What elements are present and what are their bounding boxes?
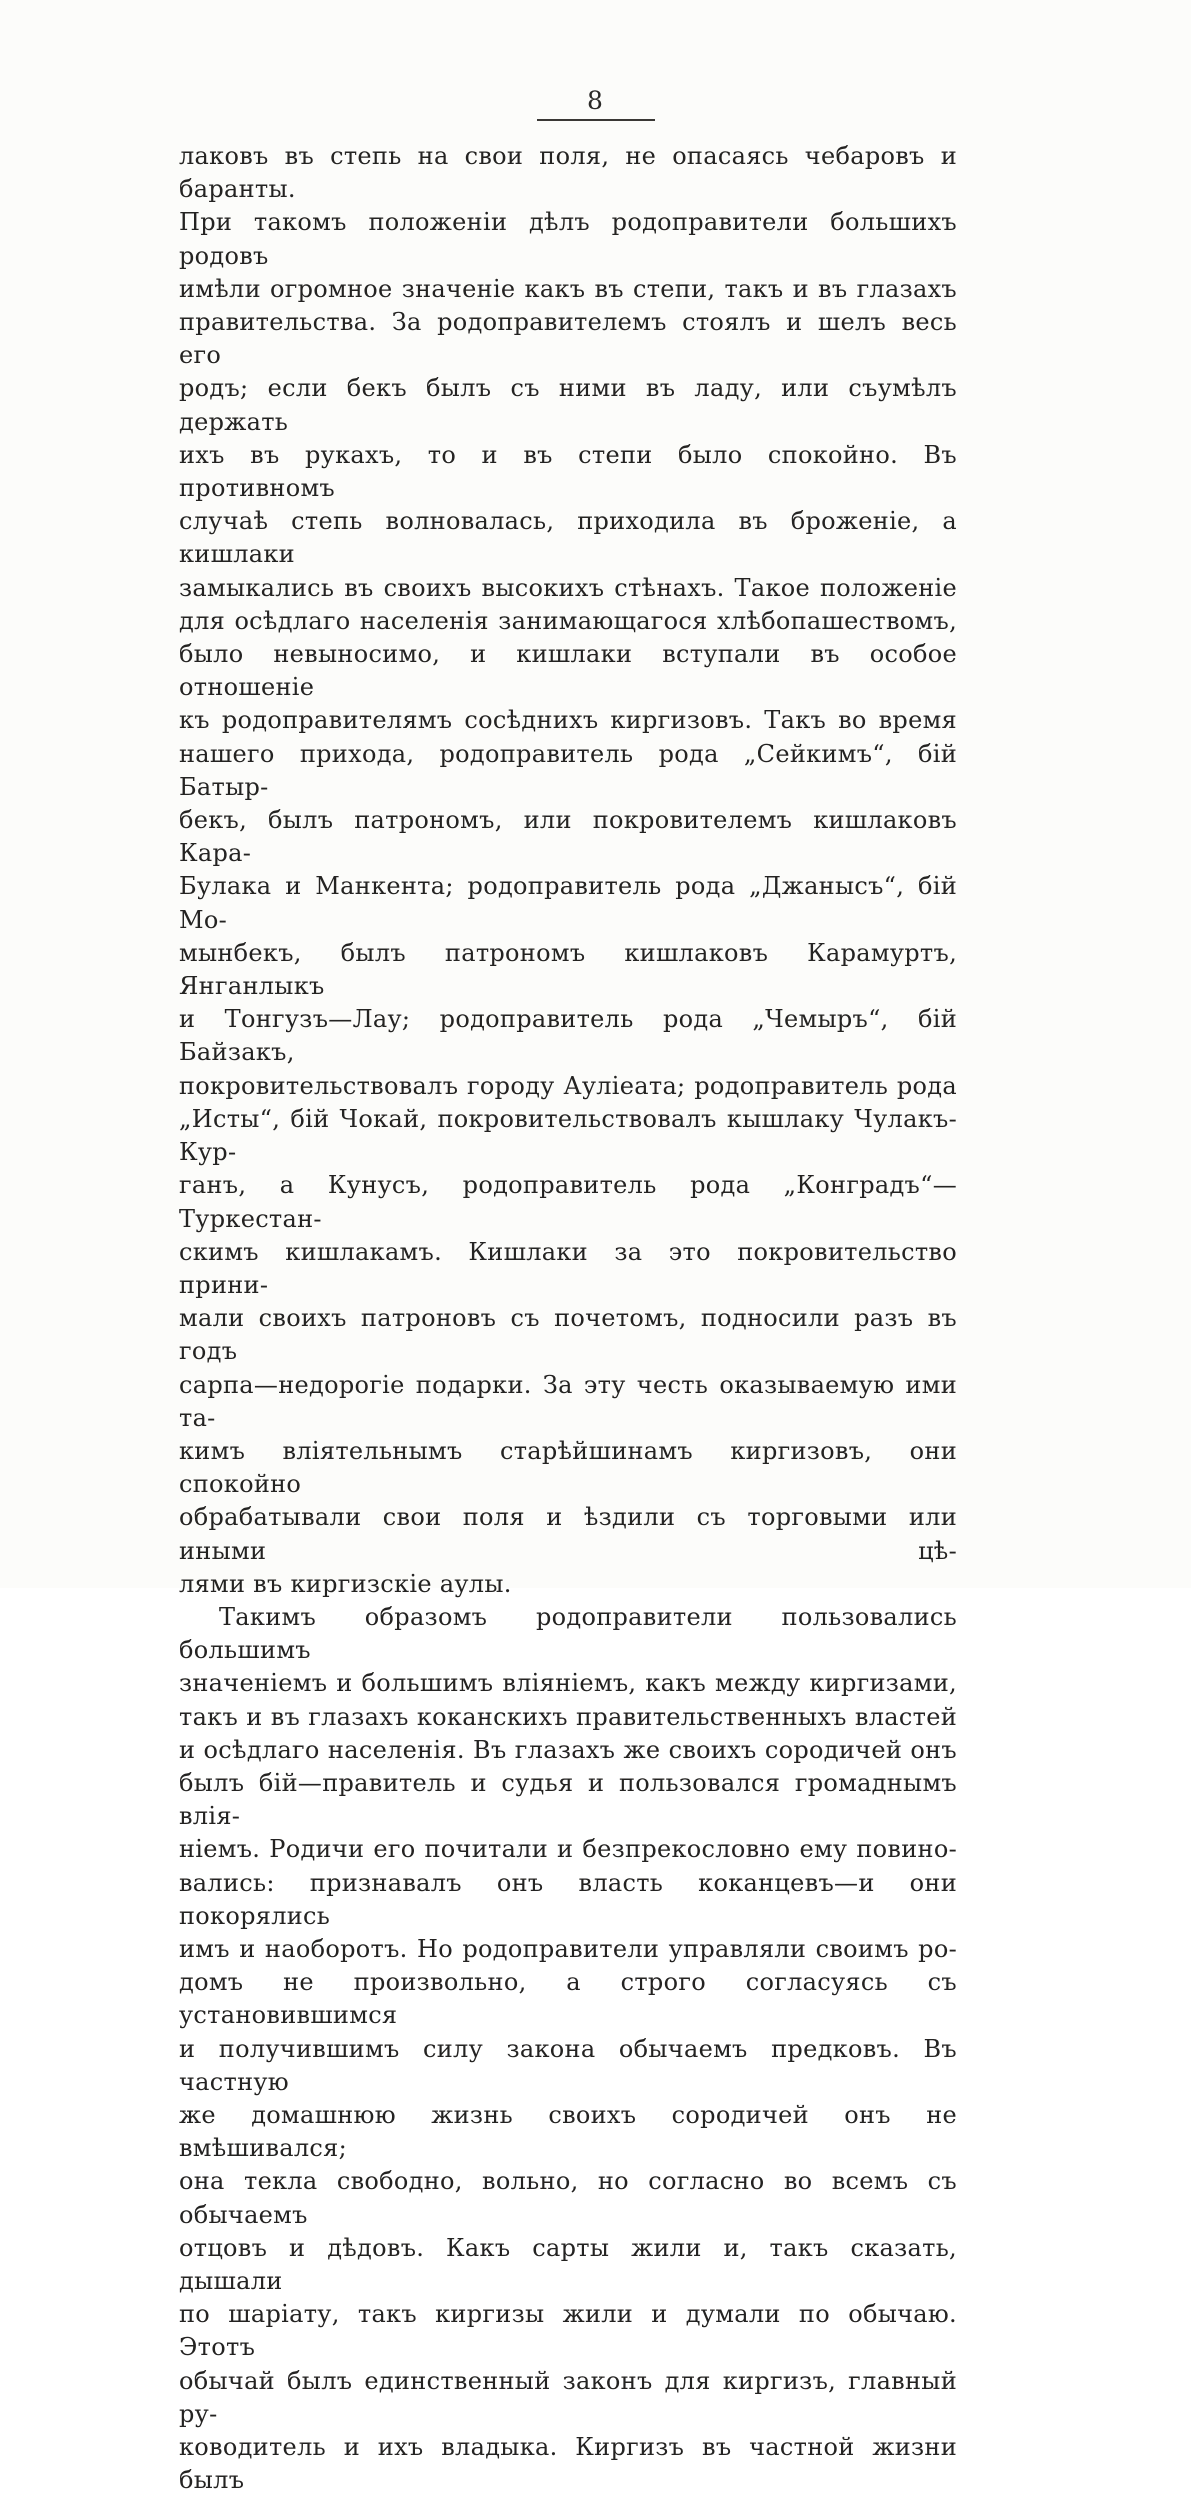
page-number-rule — [537, 119, 655, 121]
text-line: домъ не произвольно, а строго согласуясь съ установившимся — [179, 1968, 957, 2030]
text-line: обрабатывали свои поля и ѣздили съ торговыми или иными цѣ- — [179, 1503, 957, 1565]
text-line: былъ бій—правитель и судья и пользовался громаднымъ влія- — [179, 1768, 957, 1831]
text-line: бекъ, былъ патрономъ, или покровителемъ кишлаковъ Кара- — [179, 806, 957, 868]
text-line: значеніемъ и большимъ вліяніемъ, какъ между киргизами, — [179, 1669, 957, 1698]
text-line: и осѣдлаго населенія. Въ глазахъ же своихъ сородичей онъ — [179, 1735, 957, 1764]
text-line: мали своихъ патроновъ съ почетомъ, подносили разъ въ годъ — [179, 1304, 957, 1366]
text-line: нашего прихода, родоправитель рода „Сейкимъ“, бій Батыр- — [179, 739, 957, 801]
page-header — [0, 86, 1191, 121]
text-line: обычай былъ единственный законъ для киргизъ, главный ру- — [179, 2366, 957, 2428]
text-line: она текла свободно, вольно, но согласно во всемъ съ обычаемъ — [179, 2167, 957, 2229]
text-line: такъ и въ глазахъ коканскихъ правительственныхъ властей — [179, 1702, 957, 1731]
text-line: и Тонгузъ—Лау; родоправитель рода „Чемыръ“, бій Байзакъ, — [179, 1005, 957, 1067]
text-line: ководитель и ихъ владыка. Киргизъ въ частной жизни былъ — [179, 2433, 957, 2495]
text-line: ихъ въ рукахъ, то и въ степи было спокойно. Въ противномъ — [179, 440, 957, 503]
text-line: къ родоправителямъ сосѣднихъ киргизовъ. Такъ во время — [179, 706, 957, 735]
text-line: скимъ кишлакамъ. Кишлаки за это покровительство прини- — [179, 1237, 957, 1299]
text-line: случаѣ степь волновалась, приходила въ броженіе, а кишлаки — [179, 507, 957, 569]
text-line: Такимъ образомъ родоправители пользовались большимъ — [179, 1602, 957, 1665]
text-line: замыкались въ своихъ высокихъ стѣнахъ. Такое положеніе — [179, 573, 957, 602]
text-line: „Исты“, бій Чокай, покровительствовалъ кышлаку Чулакъ-Кур- — [179, 1104, 957, 1167]
text-line: кимъ вліятельнымъ старѣйшинамъ киргизовъ, они спокойно — [179, 1436, 957, 1499]
text-line: лями въ киргизскіе аулы. — [179, 1569, 512, 1598]
text-line: имѣли огромное значеніе какъ въ степи, такъ и въ глазахъ — [179, 274, 957, 303]
text-line: ганъ, а Кунусъ, родоправитель рода „Конградъ“—Туркестан- — [179, 1171, 957, 1233]
text-line: по шаріату, такъ киргизы жили и думали по обычаю. Этотъ — [179, 2300, 957, 2362]
text-line: мынбекъ, былъ патрономъ кишлаковъ Карамуртъ, Янганлыкъ — [179, 938, 957, 1001]
text-line: родъ; если бекъ былъ съ ними въ ладу, или съумѣлъ держать — [179, 374, 957, 436]
text-line: правительства. За родоправителемъ стоялъ и шелъ весь его — [179, 308, 957, 370]
text-line: Булака и Манкента; родоправитель рода „Джанысъ“, бій Мо- — [179, 872, 957, 934]
text-line: вались: признавалъ онъ власть коканцевъ—и они покорялись — [179, 1868, 957, 1930]
text-line: отцовъ и дѣдовъ. Какъ сарты жили и, такъ сказать, дышали — [179, 2233, 957, 2295]
text-line: же домашнюю жизнь своихъ сородичей онъ не вмѣшивался; — [179, 2100, 957, 2163]
text-line: При такомъ положеніи дѣлъ родоправители большихъ родовъ — [179, 208, 957, 270]
text-line: лаковъ въ степь на свои поля, не опасаясь чебаровъ и баранты. — [179, 142, 957, 204]
text-line: имъ и наоборотъ. Но родоправители управляли своимъ ро- — [179, 1934, 957, 1963]
text-line: было невыносимо, и кишлаки вступали въ особое отношеніе — [179, 640, 957, 702]
text-line: и получившимъ силу закона обычаемъ предковъ. Въ частную — [179, 2034, 957, 2096]
text-line: покровительствовалъ городу Ауліеата; родоправитель рода — [179, 1071, 957, 1100]
text-block — [179, 140, 957, 2497]
text-line: для осѣдлаго населенія занимающагося хлѣбопашествомъ, — [179, 606, 957, 635]
text-line: сарпа—недорогіе подарки. За эту честь оказываемую ими та- — [179, 1370, 957, 1432]
text-line: ніемъ. Родичи его почитали и безпрекословно ему повино- — [179, 1835, 957, 1864]
page-number: 8 — [587, 86, 604, 115]
